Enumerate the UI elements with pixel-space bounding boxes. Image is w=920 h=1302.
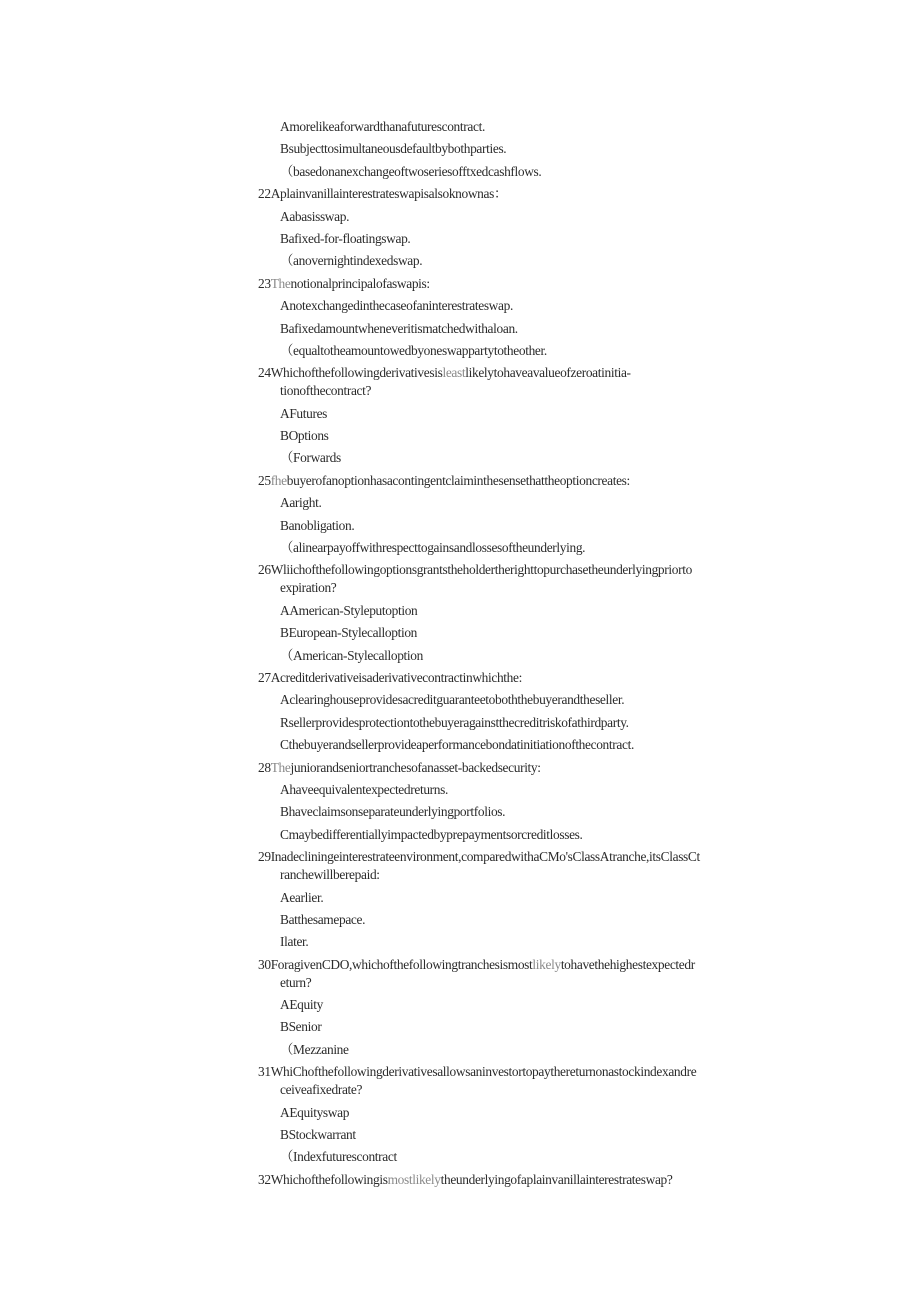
question-text-segment: notionalprincipalofaswapis: [290,275,430,291]
answer-option: Batthesamepace. [280,911,366,927]
answer-option: （anovernightindexedswap. [280,253,423,269]
answer-option: Bafixedamountwheneveritismatchedwithaloan. [280,320,518,336]
question-text-segment: 27Acreditderivativeisaderivativecontractinwhichthe: [258,669,522,685]
question-text-segment: 26Wliichofthefollowingoptionsgrantstheholdertherighttopurchasetheunderlyingpriorto [258,562,692,578]
question-text-continuation: expiration? [280,580,337,596]
question-text-segment: 30ForagivenCDO,whichofthefollowingtranchesismost [258,956,533,972]
question-item [258,275,803,293]
question-text-segment: 24Whichofthefollowingderivativesis [258,365,443,381]
answer-option: Cthebuyerandsellerprovideaperformancebondatinitiationofthecontract. [280,737,634,753]
answer-option: Bafixed-for-floatingswap. [280,230,411,246]
answer-option: （American-Stylecalloption [280,647,423,663]
question-text-continuation: eturn? [280,974,312,990]
question-text [258,1063,803,1081]
question-item [258,1171,803,1189]
question-text-segment: fhe [270,472,287,488]
question-text [258,848,803,866]
question-text-segment: 31WhiChofthefollowingderivativesallowsaninvestortopaythereturnonastockindexandre [258,1064,697,1080]
answer-option: （Indexfuturescontract [280,1149,397,1165]
question-text-segment: 25 [258,472,271,488]
answer-option: （basedonanexchangeoftwoseriesofftxedcashflows. [280,163,542,179]
question-text [258,1171,803,1189]
answer-option: （equaltotheamountowedbyoneswappartytotheother. [280,342,547,358]
answer-option: Ahaveequivalentexpectedreturns. [280,781,448,797]
question-text [258,364,803,382]
question-text-segment: buyerofanoptionhasacontingentclaiminthesensethattheoptioncreates: [286,472,630,488]
question-text [258,956,803,974]
answer-option: BOptions [280,428,329,444]
question-text-segment: mostlikely [387,1171,441,1187]
answer-option: Rsellerprovidesprotectiontothebuyeragainstthecreditriskofathirdparty. [280,714,629,730]
answer-option: Banobligation. [280,517,355,533]
answer-option: Ilater. [280,934,309,950]
answer-option: Anotexchangedinthecaseofaninterestrateswap. [280,298,513,314]
answer-option: BStockwarrant [280,1127,356,1143]
question-item [258,364,803,400]
answer-option: （Forwards [280,450,341,466]
answer-option: （alinearpayoffwithrespecttogainsandlossesoftheunderlying. [280,540,586,556]
question-item [258,472,803,490]
question-item [258,185,803,203]
answer-option: AEquityswap [280,1104,350,1120]
question-text-segment: 28 [258,759,271,775]
question-text-segment: likelytohaveavalueofzeroatinitia- [465,365,631,381]
question-text-segment: 23 [258,275,271,291]
answer-option: Aearlier. [280,889,324,905]
question-item [258,956,803,992]
question-text-segment: The [270,759,291,775]
answer-option: （Mezzanine [280,1041,349,1057]
question-text-continuation: ceiveafixedrate? [280,1082,363,1098]
question-text-segment: least [442,365,466,381]
question-text-continuation: ranchewillberepaid: [280,867,380,883]
question-list [258,118,803,1193]
answer-option: Aclearinghouseprovidesacreditguaranteetoboththebuyerandtheseller. [280,692,625,708]
answer-option: Aabasisswap. [280,208,350,224]
answer-option: Cmaybedifferentiallyimpactedbyprepaymentsorcreditlosses. [280,826,583,842]
question-text-continuation: tionofthecontract? [280,383,372,399]
answer-option: Bhaveclaimsonseparateunderlyingportfolios. [280,804,506,820]
question-text-segment: 32Whichofthefollowingis [258,1171,388,1187]
answer-option: Bsubjecttosimultaneousdefaultbybothparties. [280,141,507,157]
question-item [258,1063,803,1099]
question-text [258,759,803,777]
question-text [258,185,803,203]
question-item [258,669,803,687]
question-text [258,669,803,687]
question-text-segment: theunderlyingofaplainvanillainterestrateswap? [440,1171,673,1187]
question-text-segment: tohavethehighestexpectedr [560,956,695,972]
question-text-segment: 29Inadecliningeinterestrateenvironment,comparedwithaCMo'sClassAtranche,itsClassCt [258,849,700,865]
question-text-segment: The [270,275,291,291]
question-text-segment: likely [532,956,561,972]
answer-option: AAmerican-Styleputoption [280,602,418,618]
answer-option: AEquity [280,997,323,1013]
question-item [258,759,803,777]
question-text-segment: juniorandseniortranchesofanasset-backedsecurity: [290,759,541,775]
question-text [258,472,803,490]
question-text-segment: 22Aplainvanillainterestrateswapisalsoknownas： [258,186,508,202]
answer-option: Amorelikeaforwardthanafuturescontract. [280,119,485,134]
answer-option: BEuropean-Stylecalloption [280,625,418,641]
answer-option: AFutures [280,405,328,421]
question-item [258,848,803,884]
question-text [258,275,803,293]
answer-option: BSenior [280,1019,322,1035]
question-item [258,561,803,597]
question-text [258,561,803,579]
answer-option: Aaright. [280,495,322,511]
